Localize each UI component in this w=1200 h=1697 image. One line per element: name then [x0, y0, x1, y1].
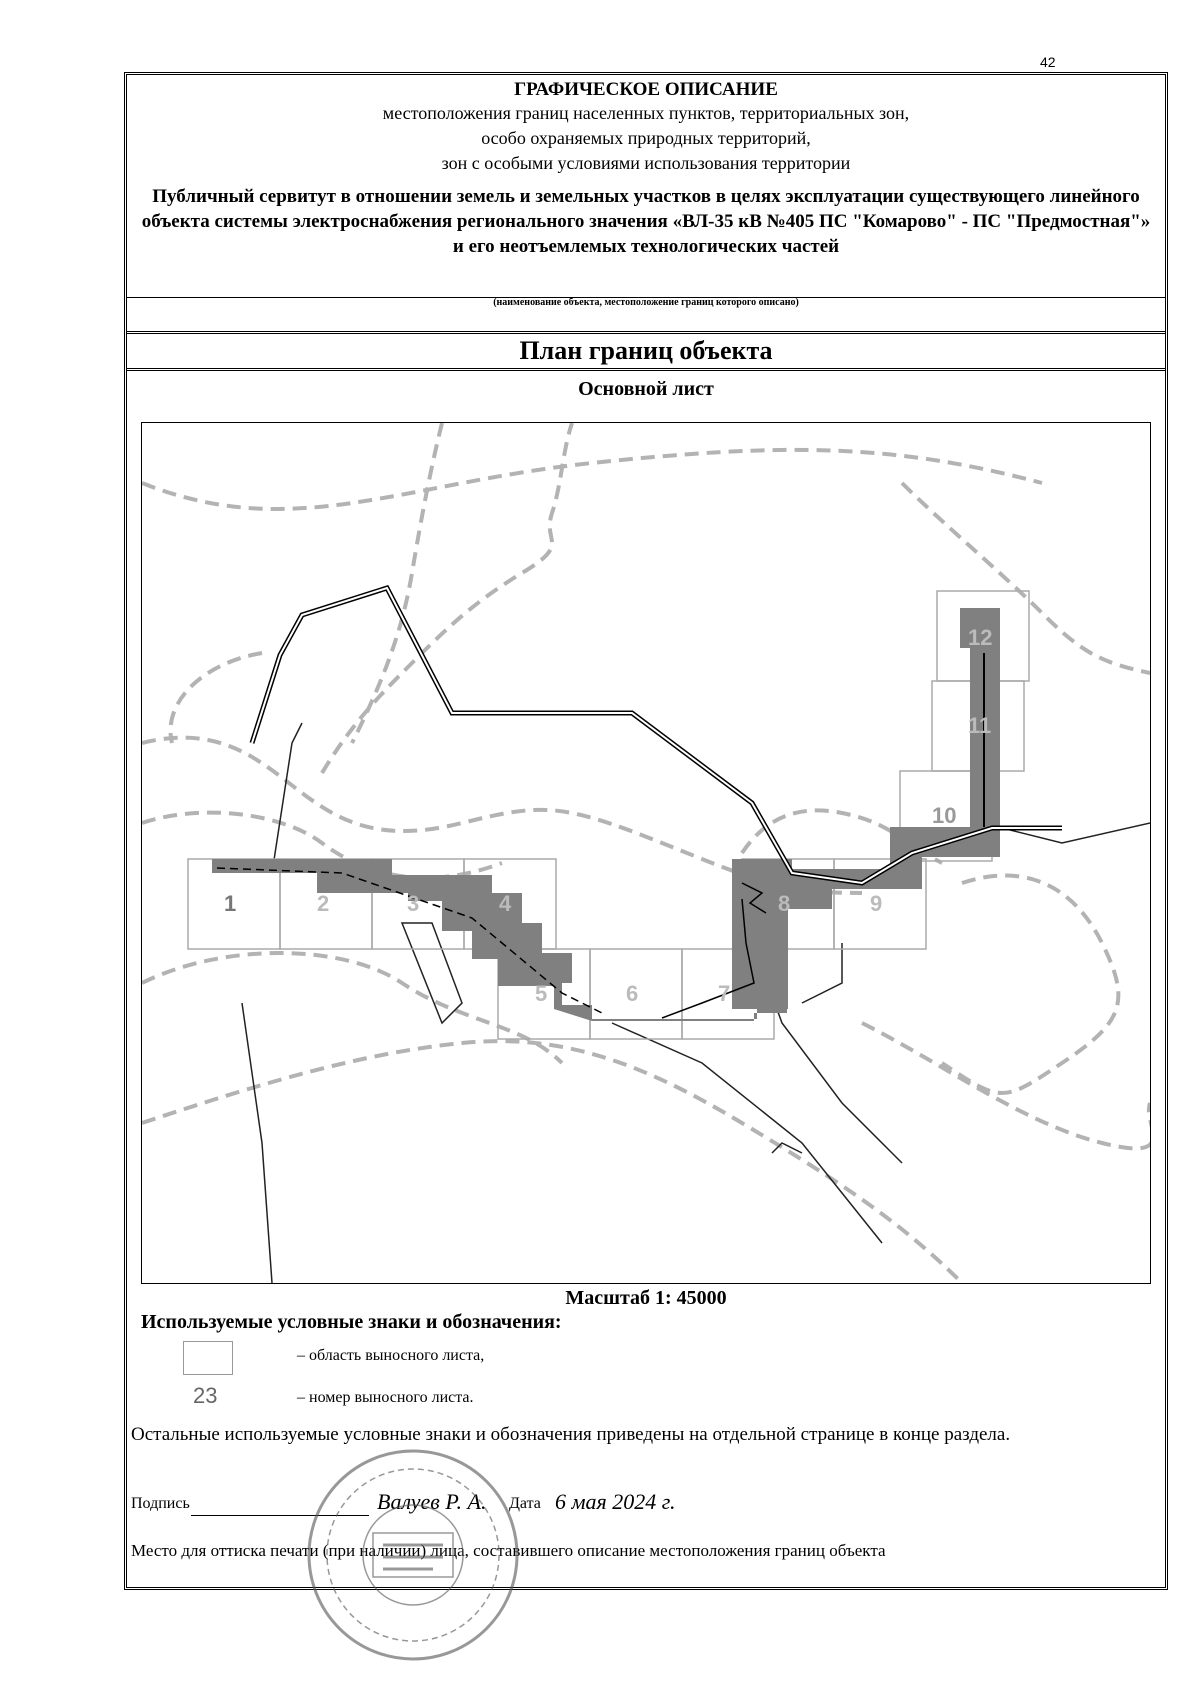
sheet-label-3: 3 [407, 891, 420, 916]
sheet-label-8: 8 [778, 891, 791, 916]
signer-name: Валуев Р. А. [377, 1489, 487, 1514]
date-label: Дата [509, 1495, 541, 1512]
subtitle-line-1: местоположения границ населенных пунктов, территориальных зон, [382, 103, 910, 123]
map-canvas [142, 423, 1150, 1283]
sheet-label-10: 10 [932, 803, 957, 828]
seal-stamp-icon [303, 1445, 523, 1665]
plan-title: План границ объекта [127, 334, 1165, 371]
sheet-outlines [188, 591, 1029, 1039]
sheet-label-9: 9 [870, 891, 883, 916]
legend-sheet-area-text: – область выносного листа, [297, 1347, 485, 1364]
document-frame [124, 72, 1168, 1590]
thin-lines [242, 723, 1150, 1283]
subtitle-line-2: особо охраняемых природных территорий, [481, 128, 811, 148]
caption-row [127, 297, 1165, 334]
boundary-map [141, 422, 1151, 1284]
object-name: Публичный сервитут в отношении земель и земельных участков в целях эксплуатации существующего линейного объекта системы электроснабжения регионального значения «ВЛ-35 кВ №405 ПС "Комарово" - ПС "Предмостная"» и его неотъемлемых технологических частей [141, 186, 1151, 257]
map-scale: Масштаб 1: 45000 [565, 1287, 727, 1309]
page-number: 42 [1040, 54, 1056, 70]
legend-sheet-area-symbol [183, 1341, 233, 1375]
object-caption: (наименование объекта, местоположение границ которого описано) [493, 297, 799, 308]
servitude-vertical [732, 859, 791, 1009]
sheet-label-12: 12 [968, 625, 993, 650]
sheet-label-6: 6 [626, 981, 639, 1006]
sheet-label-4: 4 [499, 891, 512, 916]
signature-row [131, 1489, 1131, 1519]
document-title: ГРАФИЧЕСКОЕ ОПИСАНИЕ [514, 79, 778, 100]
sheet-title: Основной лист [578, 378, 714, 400]
legend-note: Остальные используемые условные знаки и обозначения приведены на отдельной странице в конце раздела. [131, 1424, 1011, 1445]
subtitle-line-3: зон с особыми условиями использования территории [441, 153, 851, 173]
sheet-label-1: 1 [224, 891, 237, 916]
servitude-area [212, 609, 1000, 1021]
signature-label: Подпись [131, 1495, 190, 1512]
legend-title: Используемые условные знаки и обозначения: [141, 1311, 562, 1333]
stamp-place-text: Место для оттиска печати (при наличии) лица, составившего описание местоположения границ объекта [131, 1541, 886, 1560]
sheet-label-5: 5 [535, 981, 548, 1006]
legend-sheet-number-symbol: 23 [193, 1383, 218, 1408]
sheet-label-7: 7 [718, 981, 731, 1006]
legend-sheet-number-text: – номер выносного листа. [297, 1389, 474, 1406]
header-block [127, 75, 1165, 298]
signature-date: 6 мая 2024 г. [555, 1489, 676, 1514]
sheet-label-11: 11 [968, 713, 992, 738]
sheet-label-2: 2 [317, 891, 330, 916]
